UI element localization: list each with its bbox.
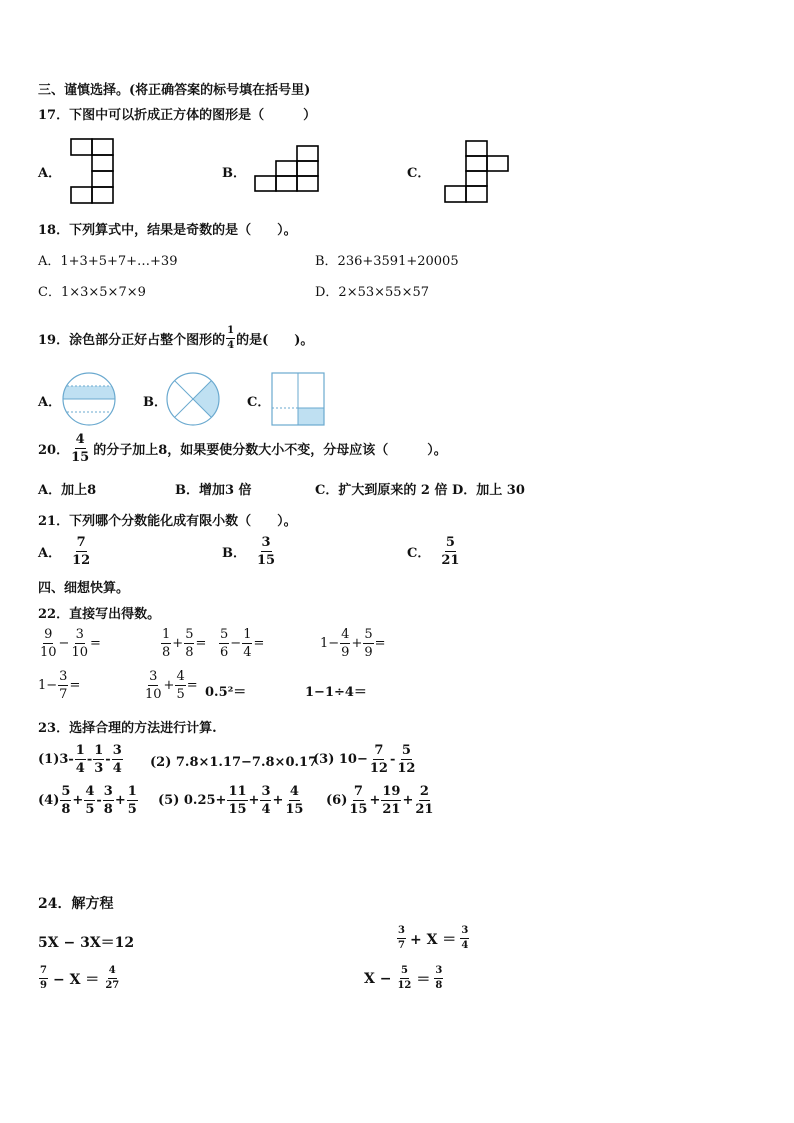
cube-net-b (254, 145, 320, 193)
square-quarter-figure (271, 372, 325, 426)
q22-stem: 22．直接写出得数。 (38, 607, 161, 622)
q17-option-c: C． (407, 166, 431, 181)
q22-expr-4: 1− $\frac{4}{9}$ + $\frac{5}{9}$ = (320, 627, 386, 660)
q24-equation-1: 5X − 3X＝12 (38, 935, 135, 951)
q20-stem (38, 433, 447, 464)
q21-option-a: A． $\frac{7}{12}$ (38, 535, 91, 568)
q23-problem-1: (1)3- $\frac{1}{4}$ - $\frac{1}{3}$ - $\frac{3}{4}$ (38, 743, 122, 776)
q22-expr-6: $\frac{3}{10}$ + $\frac{4}{5}$ = (145, 669, 198, 702)
q19-stem-pre: 19．涂色部分正好占整个图形的 (38, 333, 226, 348)
q19-option-c: C． (247, 395, 271, 410)
section-3-title: 三、谨慎选择。(将正确答案的标号填在括号里) (38, 83, 311, 98)
q24-stem: 24．解方程 (38, 896, 114, 912)
q20-option-c: C．扩大到原来的 2 倍 (315, 483, 448, 498)
q19-option-a: A． (38, 395, 62, 410)
q21-option-c: C． $\frac{5}{21}$ (407, 535, 460, 568)
q22-expr-5: 1− $\frac{3}{7}$ = (38, 669, 81, 702)
q18-option-a: A．1+3+5+7+…+39 (38, 254, 178, 269)
q24-equation-4: X − $\frac{5}{12}$ ＝ $\frac{3}{8}$ (364, 965, 443, 991)
q17-stem: 17．下图中可以折成正方体的图形是（ ） (38, 108, 317, 123)
q23-problem-4: (4) $\frac{5}{8}$ + $\frac{4}{5}$ - $\frac{3}{8}$ + $\frac{1}{5}$ (38, 784, 137, 817)
q19-fraction: $\frac{1}{4}$ (227, 325, 235, 351)
q18-option-b: B．236+3591+20005 (315, 254, 459, 269)
q23-problem-5: (5) 0.25+ $\frac{11}{15}$ + $\frac{3}{4}$ + $\frac{4}{15}$ (158, 784, 304, 817)
q20-option-d: D．加上 30 (452, 483, 525, 498)
circle-sector-figure (166, 372, 220, 426)
q23-problem-2: (2) 7.8×1.17−7.8×0.17 (150, 755, 318, 770)
q20-option-b: B．增加3 倍 (175, 483, 252, 498)
q21-fraction-a: $\frac{7}{12}$ (72, 535, 91, 568)
q20-number: 20． (38, 443, 70, 458)
q22-expr-1: $\frac{9}{10}$ − $\frac{3}{10}$ = (40, 627, 101, 660)
q23-problem-3: (3) 10− $\frac{7}{12}$ - $\frac{5}{12}$ (313, 743, 416, 776)
circle-band-figure (62, 372, 116, 426)
q22-expr-7: 0.5²＝ (205, 685, 247, 700)
q21-fraction-c: $\frac{5}{21}$ (441, 535, 460, 568)
cube-net-a (70, 138, 114, 204)
q20-stem-text: 的分子加上8，如果要使分数大小不变，分母应该（ ）。 (93, 443, 447, 458)
q22-expr-8: 1−1÷4＝ (305, 685, 367, 700)
q20-option-a: A．加上8 (38, 483, 97, 498)
q21-stem: 21．下列哪个分数能化成有限小数（ ）。 (38, 514, 297, 529)
q21-option-b: B． $\frac{3}{15}$ (222, 535, 276, 568)
q20-fraction: $\frac{4}{15}$ (71, 432, 90, 465)
q18-option-d: D．2×53×55×57 (315, 285, 429, 300)
q19-option-b: B． (143, 395, 167, 410)
q23-stem: 23．选择合理的方法进行计算. (38, 721, 217, 736)
q23-problem-6: (6) $\frac{7}{15}$ + $\frac{19}{21}$ + $\frac{2}{21}$ (326, 784, 434, 817)
q21-fraction-b: $\frac{3}{15}$ (257, 535, 276, 568)
q22-expr-3: $\frac{5}{6}$ − $\frac{1}{4}$ = (220, 627, 265, 660)
q19-stem-post: 的是( )。 (236, 333, 314, 348)
q22-expr-2: $\frac{1}{8}$ + $\frac{5}{8}$ = (162, 627, 207, 660)
q17-option-a: A． (38, 166, 62, 181)
q24-equation-3: $\frac{7}{9}$ − X ＝ $\frac{4}{27}$ (40, 965, 120, 991)
q18-option-c: C．1×3×5×7×9 (38, 285, 146, 300)
q24-equation-2: $\frac{3}{7}$ + X ＝ $\frac{3}{4}$ (398, 925, 469, 951)
section-4-title: 四、细想快算。 (38, 581, 130, 596)
q17-option-b: B． (222, 166, 246, 181)
cube-net-c (444, 140, 510, 204)
q19-stem (38, 326, 313, 351)
q18-stem: 18．下列算式中，结果是奇数的是（ ）。 (38, 223, 297, 238)
